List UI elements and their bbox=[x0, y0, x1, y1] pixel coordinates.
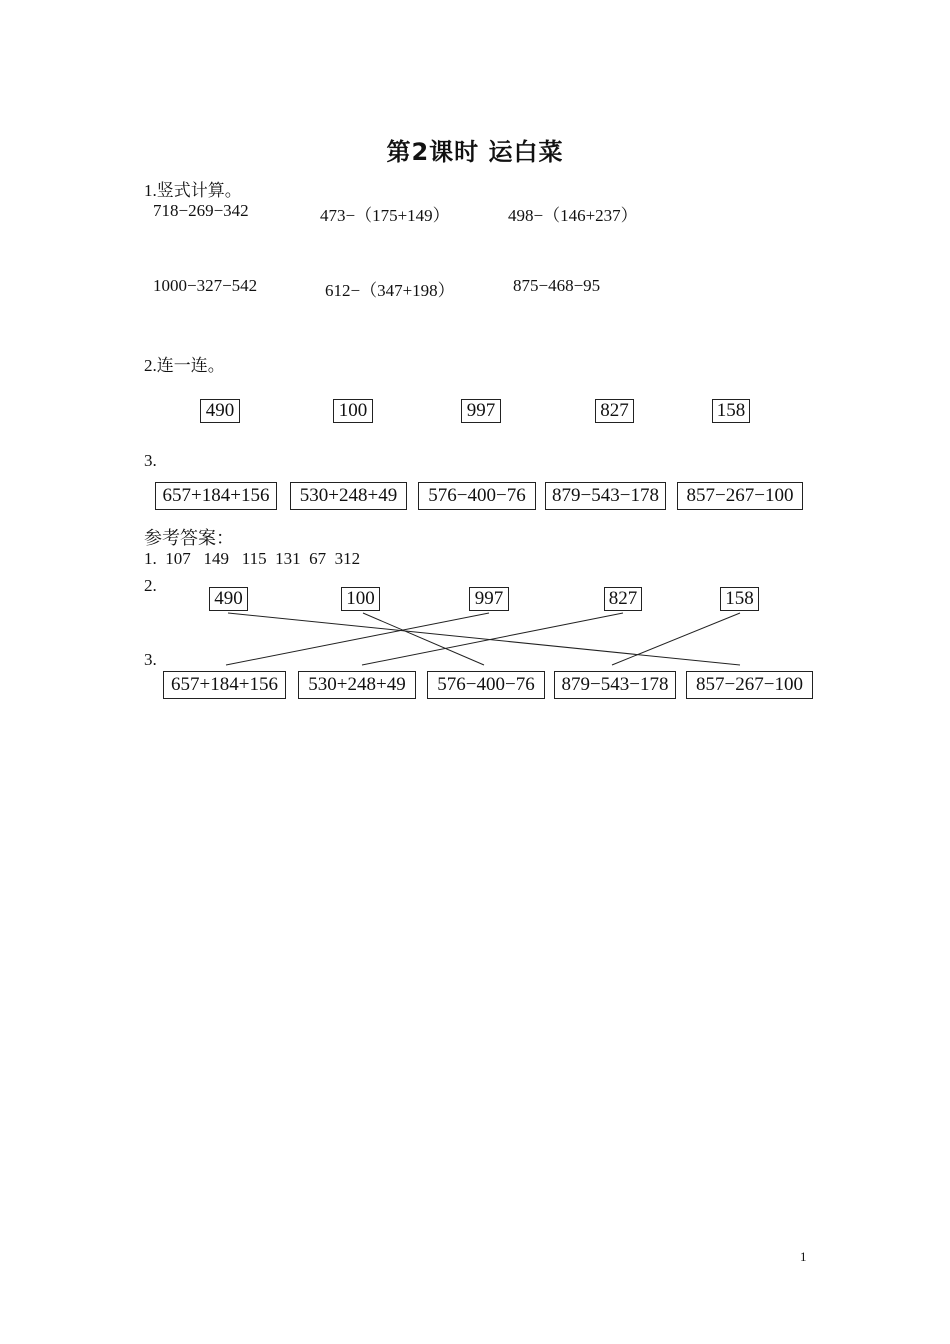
number-box: 100 bbox=[333, 399, 373, 423]
q3-label: 3. bbox=[144, 451, 157, 470]
number-box: 997 bbox=[461, 399, 501, 423]
answer-line-1: 1. 107 149 115 131 67 312 bbox=[144, 549, 361, 568]
q2-heading: 2.连一连。 bbox=[144, 356, 225, 375]
match-line bbox=[226, 613, 489, 665]
q1-problem: 875−468−95 bbox=[513, 276, 601, 295]
answer-expression-box: 530+248+49 bbox=[298, 671, 416, 699]
expression-box: 879−543−178 bbox=[545, 482, 666, 510]
page-number: 1 bbox=[800, 1249, 807, 1264]
q1-problem: 1000−327−542 bbox=[153, 276, 258, 295]
match-line bbox=[363, 613, 484, 665]
answer-number-box: 100 bbox=[341, 587, 380, 611]
answer-number-box: 490 bbox=[209, 587, 248, 611]
answer-q2-label: 2. bbox=[144, 576, 157, 595]
answer-q3-label: 3. bbox=[144, 650, 157, 669]
answer-number-box: 997 bbox=[469, 587, 509, 611]
q1-problem: 473−（175+149） bbox=[320, 206, 450, 225]
answer-expression-box: 576−400−76 bbox=[427, 671, 545, 699]
answer-expression-box: 879−543−178 bbox=[554, 671, 676, 699]
number-box: 158 bbox=[712, 399, 750, 423]
answer-number-box: 158 bbox=[720, 587, 759, 611]
match-line bbox=[228, 613, 740, 665]
number-box: 827 bbox=[595, 399, 634, 423]
answer-expression-box: 657+184+156 bbox=[163, 671, 286, 699]
answers-heading: 参考答案： bbox=[144, 528, 234, 548]
expression-box: 657+184+156 bbox=[155, 482, 277, 510]
number-box: 490 bbox=[200, 399, 240, 423]
expression-box: 857−267−100 bbox=[677, 482, 803, 510]
q1-problem: 498−（146+237） bbox=[508, 206, 638, 225]
expression-box: 576−400−76 bbox=[418, 482, 536, 510]
answer-expression-box: 857−267−100 bbox=[686, 671, 813, 699]
q1-heading: 1.竖式计算。 bbox=[144, 181, 242, 200]
page-title: 第2课时 运白菜 bbox=[386, 138, 564, 166]
match-line bbox=[362, 613, 623, 665]
expression-box: 530+248+49 bbox=[290, 482, 407, 510]
answer-number-box: 827 bbox=[604, 587, 642, 611]
match-line bbox=[612, 613, 740, 665]
q1-problem: 612−（347+198） bbox=[325, 281, 455, 300]
q1-problem: 718−269−342 bbox=[153, 201, 249, 220]
